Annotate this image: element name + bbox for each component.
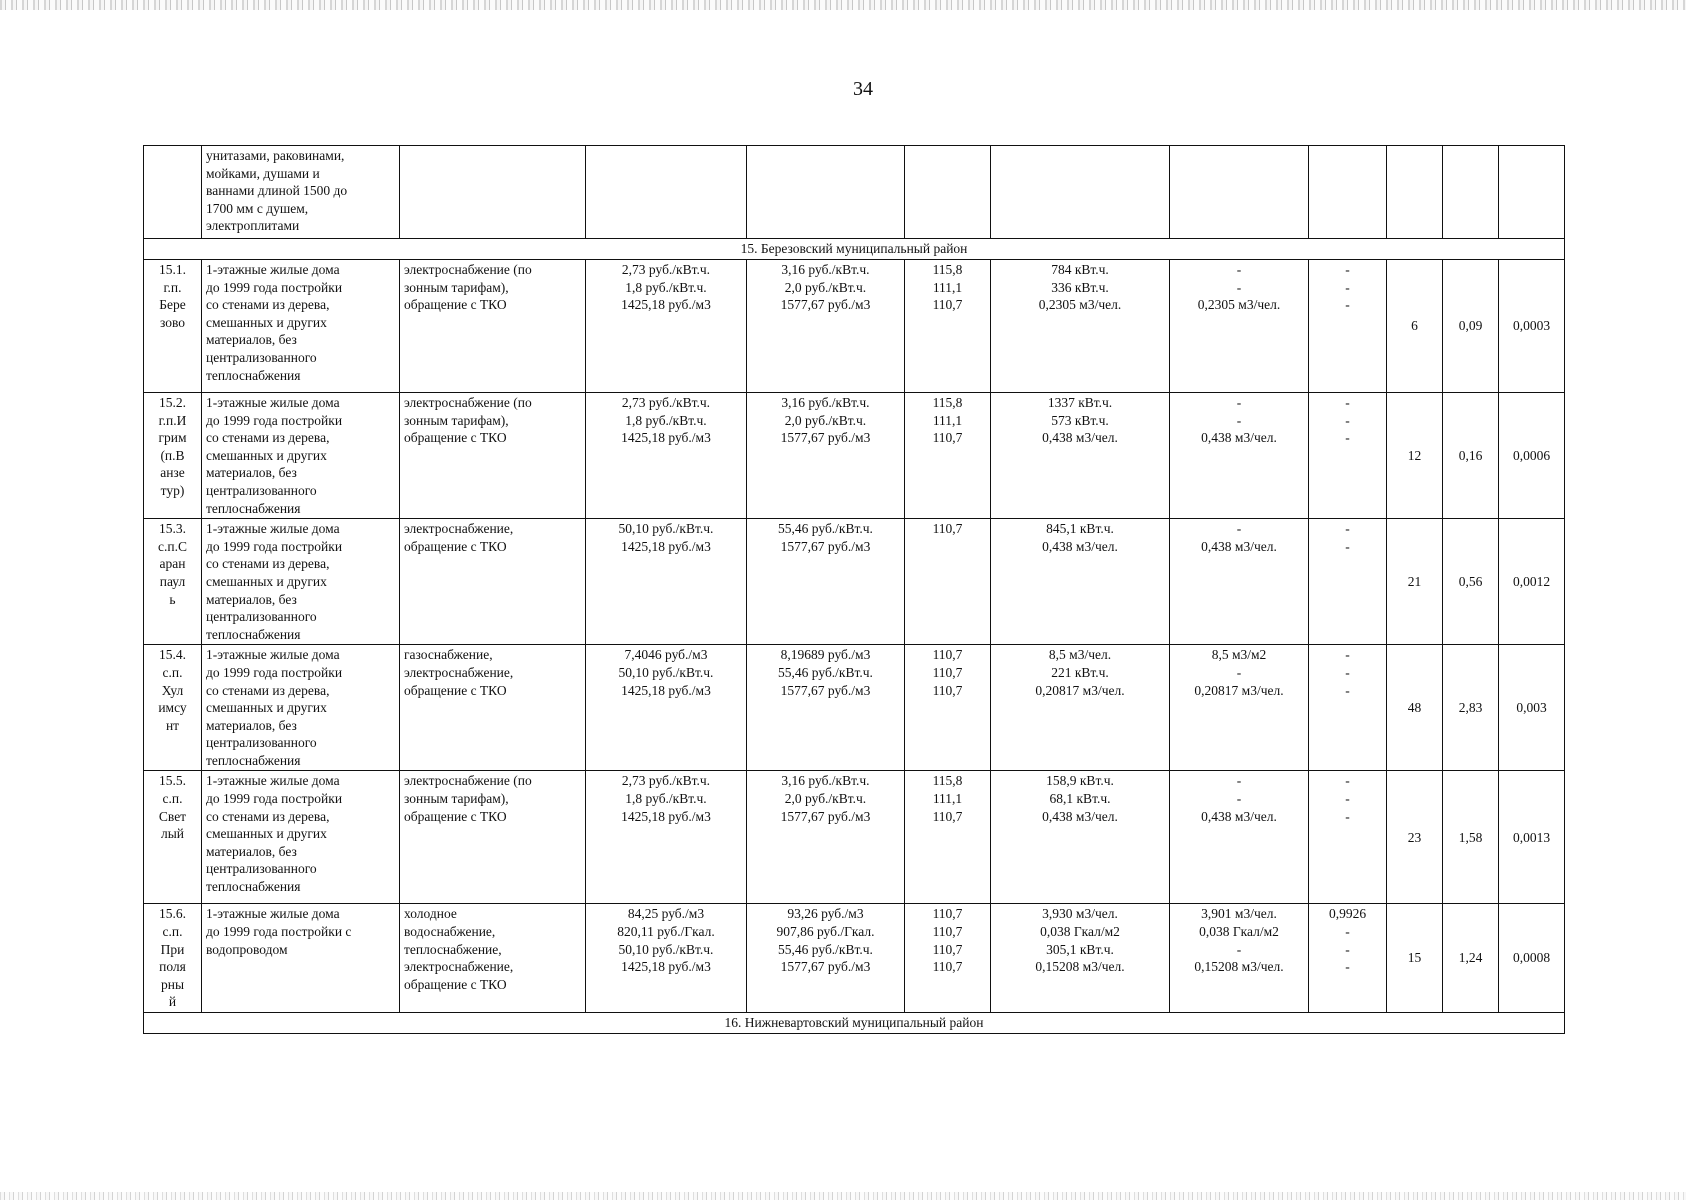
utility-services: электроснабжение (по зонным тарифам), обращение с ТКО [400,260,586,393]
housing-description: 1-этажные жилые дома до 1999 года постройки с водопроводом [202,904,400,1013]
row-number: 15.6. с.п. При поля рны й [144,904,202,1013]
share-value: 0,003 [1499,645,1565,771]
housing-description: 1-этажные жилые дома до 1999 года постройки со стенами из дерева, смешанных и других материалов, без централизованного теплоснабжения [202,260,400,393]
page-number: 34 [853,78,873,100]
amount-value: 2,83 [1443,645,1499,771]
table-row [144,904,1565,1013]
continuation-desc: унитазами, раковинами, мойками, душами и ваннами длиной 1500 до 1700 мм с душем, электроплитами [202,146,400,239]
coefficient: - - [1309,519,1387,645]
tariff-new: 8,19689 руб./м3 55,46 руб./кВт.ч. 1577,67 руб./м3 [747,645,905,771]
tariff-current: 2,73 руб./кВт.ч. 1,8 руб./кВт.ч. 1425,18 руб./м3 [586,260,747,393]
consumption-norm-alt: - - 0,438 м3/чел. [1170,393,1309,519]
tariff-index: 115,8 111,1 110,7 [905,771,991,904]
share-value: 0,0008 [1499,904,1565,1013]
tariff-current: 7,4046 руб./м3 50,10 руб./кВт.ч. 1425,18 руб./м3 [586,645,747,771]
table-row [144,645,1565,771]
data-rows [144,260,1565,1013]
tariff-new: 3,16 руб./кВт.ч. 2,0 руб./кВт.ч. 1577,67 руб./м3 [747,393,905,519]
tariff-table [143,145,1565,1034]
tariff-index: 110,7 110,7 110,7 [905,645,991,771]
consumption-norm-alt: 8,5 м3/м2 - 0,20817 м3/чел. [1170,645,1309,771]
row-number: 15.5. с.п. Свет лый [144,771,202,904]
utility-services: газоснабжение, электроснабжение, обращение с ТКО [400,645,586,771]
section-title: 16. Нижневартовский муниципальный район [144,1013,1565,1034]
scan-edge-bottom [0,1192,1686,1200]
tariff-index: 110,7 110,7 110,7 110,7 [905,904,991,1013]
tariff-index: 115,8 111,1 110,7 [905,260,991,393]
continuation-row [144,146,1565,239]
coefficient: - - - [1309,260,1387,393]
coefficient: 0,9926 - - - [1309,904,1387,1013]
utility-services: электроснабжение, обращение с ТКО [400,519,586,645]
consumption-norm: 845,1 кВт.ч. 0,438 м3/чел. [991,519,1170,645]
consumption-norm: 3,930 м3/чел. 0,038 Гкал/м2 305,1 кВт.ч. 0,15208 м3/чел. [991,904,1170,1013]
consumption-norm-alt: 3,901 м3/чел. 0,038 Гкал/м2 - 0,15208 м3/чел. [1170,904,1309,1013]
count-value: 12 [1387,393,1443,519]
tariff-index: 110,7 [905,519,991,645]
housing-description: 1-этажные жилые дома до 1999 года постройки со стенами из дерева, смешанных и других материалов, без централизованного теплоснабжения [202,393,400,519]
amount-value: 0,16 [1443,393,1499,519]
section-title: 15. Березовский муниципальный район [144,239,1565,260]
share-value: 0,0012 [1499,519,1565,645]
count-value: 23 [1387,771,1443,904]
row-number: 15.2. г.п.И грим (п.В анзе тур) [144,393,202,519]
table-row [144,771,1565,904]
consumption-norm-alt: - 0,438 м3/чел. [1170,519,1309,645]
count-value: 6 [1387,260,1443,393]
tariff-new: 93,26 руб./м3 907,86 руб./Гкал. 55,46 руб./кВт.ч. 1577,67 руб./м3 [747,904,905,1013]
tariff-current: 2,73 руб./кВт.ч. 1,8 руб./кВт.ч. 1425,18 руб./м3 [586,771,747,904]
row-number: 15.3. с.п.С аран паул ь [144,519,202,645]
coefficient: - - - [1309,393,1387,519]
amount-value: 0,56 [1443,519,1499,645]
tariff-new: 3,16 руб./кВт.ч. 2,0 руб./кВт.ч. 1577,67 руб./м3 [747,771,905,904]
share-value: 0,0013 [1499,771,1565,904]
housing-description: 1-этажные жилые дома до 1999 года постройки со стенами из дерева, смешанных и других материалов, без централизованного теплоснабжения [202,645,400,771]
utility-services: электроснабжение (по зонным тарифам), обращение с ТКО [400,393,586,519]
table-row [144,393,1565,519]
tariff-new: 3,16 руб./кВт.ч. 2,0 руб./кВт.ч. 1577,67 руб./м3 [747,260,905,393]
consumption-norm: 1337 кВт.ч. 573 кВт.ч. 0,438 м3/чел. [991,393,1170,519]
tariff-new: 55,46 руб./кВт.ч. 1577,67 руб./м3 [747,519,905,645]
tariff-current: 2,73 руб./кВт.ч. 1,8 руб./кВт.ч. 1425,18 руб./м3 [586,393,747,519]
amount-value: 1,58 [1443,771,1499,904]
row-number: 15.4. с.п. Хул имсу нт [144,645,202,771]
amount-value: 0,09 [1443,260,1499,393]
tariff-current: 84,25 руб./м3 820,11 руб./Гкал. 50,10 руб./кВт.ч. 1425,18 руб./м3 [586,904,747,1013]
count-value: 21 [1387,519,1443,645]
table-row [144,519,1565,645]
housing-description: 1-этажные жилые дома до 1999 года постройки со стенами из дерева, смешанных и других материалов, без централизованного теплоснабжения [202,771,400,904]
housing-description: 1-этажные жилые дома до 1999 года постройки со стенами из дерева, смешанных и других материалов, без централизованного теплоснабжения [202,519,400,645]
consumption-norm: 158,9 кВт.ч. 68,1 кВт.ч. 0,438 м3/чел. [991,771,1170,904]
consumption-norm: 8,5 м3/чел. 221 кВт.ч. 0,20817 м3/чел. [991,645,1170,771]
row-number: 15.1. г.п. Бере зово [144,260,202,393]
consumption-norm-alt: - - 0,438 м3/чел. [1170,771,1309,904]
count-value: 48 [1387,645,1443,771]
table-row [144,260,1565,393]
consumption-norm: 784 кВт.ч. 336 кВт.ч. 0,2305 м3/чел. [991,260,1170,393]
scan-edge-top [0,0,1686,10]
consumption-norm-alt: - - 0,2305 м3/чел. [1170,260,1309,393]
utility-services: электроснабжение (по зонным тарифам), обращение с ТКО [400,771,586,904]
tariff-current: 50,10 руб./кВт.ч. 1425,18 руб./м3 [586,519,747,645]
share-value: 0,0006 [1499,393,1565,519]
coefficient: - - - [1309,771,1387,904]
share-value: 0,0003 [1499,260,1565,393]
coefficient: - - - [1309,645,1387,771]
amount-value: 1,24 [1443,904,1499,1013]
section-header-row [144,239,1565,260]
section-header-row [144,1013,1565,1034]
utility-services: холодное водоснабжение, теплоснабжение, электроснабжение, обращение с ТКО [400,904,586,1013]
tariff-index: 115,8 111,1 110,7 [905,393,991,519]
count-value: 15 [1387,904,1443,1013]
